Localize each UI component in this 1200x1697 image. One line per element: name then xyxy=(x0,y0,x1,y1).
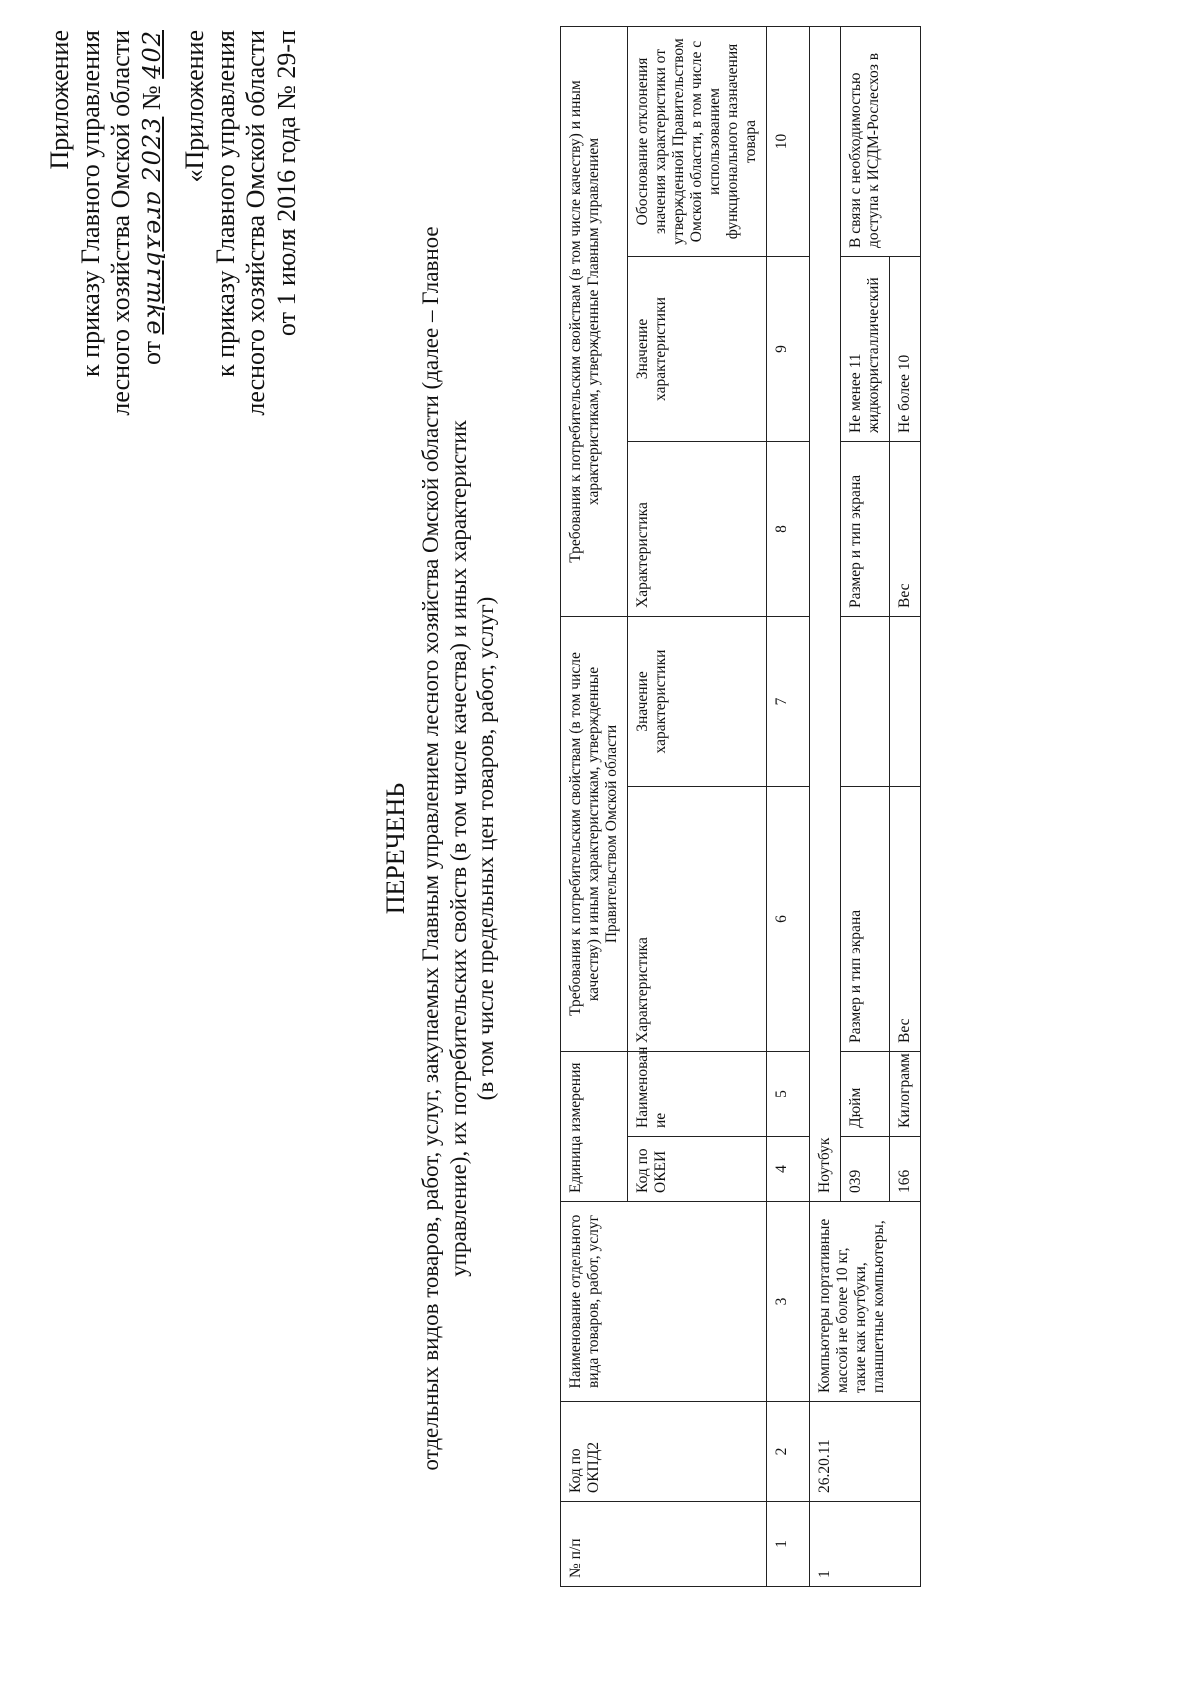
title-heading: ПЕРЕЧЕНЬ xyxy=(381,782,410,915)
header-unit-name: Наименован ие xyxy=(628,1052,767,1137)
cell-unit-code: 039 xyxy=(841,1137,890,1202)
cell-gov-char: Размер и тип экрана xyxy=(841,787,890,1052)
column-number: 3 xyxy=(767,1202,810,1402)
item-okpd: 26.20.11 xyxy=(810,1402,921,1502)
appendix-line: от 1 июля 2016 года № 29-п xyxy=(272,30,302,337)
handwritten-number: 402 xyxy=(138,30,167,79)
appendix-title: «Приложение xyxy=(180,30,209,183)
column-number: 4 xyxy=(767,1137,810,1202)
document-title xyxy=(380,0,500,1697)
item-num: 1 xyxy=(810,1502,921,1587)
cell-gu-value: Не более 10 xyxy=(890,257,921,442)
cell-gu-char: Вес xyxy=(890,442,921,617)
header-gu-requirements: Требования к потребительским свойствам (в том числе качеству) и иным характеристикам, утвержденные Главным управлением xyxy=(561,27,628,617)
column-number: 8 xyxy=(767,442,810,617)
cell-unit-name: Килограмм xyxy=(890,1052,921,1137)
appendix-header-new xyxy=(45,30,168,416)
header-num: № п/п xyxy=(561,1502,767,1587)
header-name: Наименование отдельного вида товаров, работ, услуг xyxy=(561,1202,767,1402)
number-label: № xyxy=(137,85,167,111)
group-row xyxy=(810,27,841,1587)
column-number: 5 xyxy=(767,1052,810,1137)
header-gu-reason: Обоснование отклонения значения характеристики от утвержденной Правительством Омской области, в том числе с использованием функционального назначения товара xyxy=(628,27,767,257)
cell-gov-char: Вес xyxy=(890,787,921,1052)
date-prefix: от xyxy=(137,340,167,366)
appendix-line: лесного хозяйства Омской области xyxy=(106,30,136,416)
column-number: 1 xyxy=(767,1502,810,1587)
group-label: Ноутбук xyxy=(810,27,841,1202)
appendix-line: к приказу Главного управления xyxy=(75,30,105,377)
column-number: 9 xyxy=(767,257,810,442)
title-line: (в том числе предельных цен товаров, работ, услуг) xyxy=(473,596,499,1101)
column-number: 6 xyxy=(767,787,810,1052)
title-line: отдельных видов товаров, работ, услуг, закупаемых Главным управлением лесного хозяйства Омской области (далее – Главное xyxy=(418,226,444,1471)
cell-gov-value xyxy=(890,617,921,787)
column-number: 7 xyxy=(767,617,810,787)
header-okpd: Код по ОКПД2 xyxy=(561,1402,767,1502)
cell-gov-value xyxy=(841,617,890,787)
cell-unit-name: Дюйм xyxy=(841,1052,890,1137)
column-number: 2 xyxy=(767,1402,810,1502)
header-gu-value: Значение характеристики xyxy=(628,257,767,442)
column-number-row xyxy=(767,27,810,1587)
header-gov-value: Значение характеристики xyxy=(628,617,767,787)
cell-gu-reason: В связи с необходимостью доступа к ИСДМ-Рослесхоз в xyxy=(841,27,921,257)
cell-gu-char: Размер и тип экрана xyxy=(841,442,890,617)
appendix-title: Приложение xyxy=(45,30,74,170)
item-name: Компьютеры портативные массой не более 10 кг, такие как ноутбуки, планшетные компьютеры, xyxy=(810,1202,921,1402)
goods-table xyxy=(560,26,921,1587)
column-number: 10 xyxy=(767,27,810,257)
handwritten-date: ǝʞɯɹqʏǝɹɐ 2023 xyxy=(138,116,167,335)
header-gov-requirements: Требования к потребительским свойствам (в том числе качеству) и иным характеристикам, утвержденные Правительством Омской области xyxy=(561,617,628,1052)
cell-unit-code: 166 xyxy=(890,1137,921,1202)
header-unit: Единица измерения xyxy=(561,1052,628,1202)
appendix-header-old xyxy=(180,30,303,416)
title-line: управление), их потребительских свойств (в том числе качества) и иных характеристик xyxy=(445,420,471,1277)
header-unit-code: Код по ОКЕИ xyxy=(628,1137,767,1202)
appendix-date-line xyxy=(137,30,168,416)
header-gu-char: Характеристика xyxy=(628,442,767,617)
header-gov-char: Характеристика xyxy=(628,787,767,1052)
appendix-line: к приказу Главного управления xyxy=(210,30,240,377)
table-header-row xyxy=(561,27,628,1587)
appendix-line: лесного хозяйства Омской области xyxy=(241,30,271,416)
cell-gu-value: Не менее 11 жидкокристаллический xyxy=(841,257,890,442)
